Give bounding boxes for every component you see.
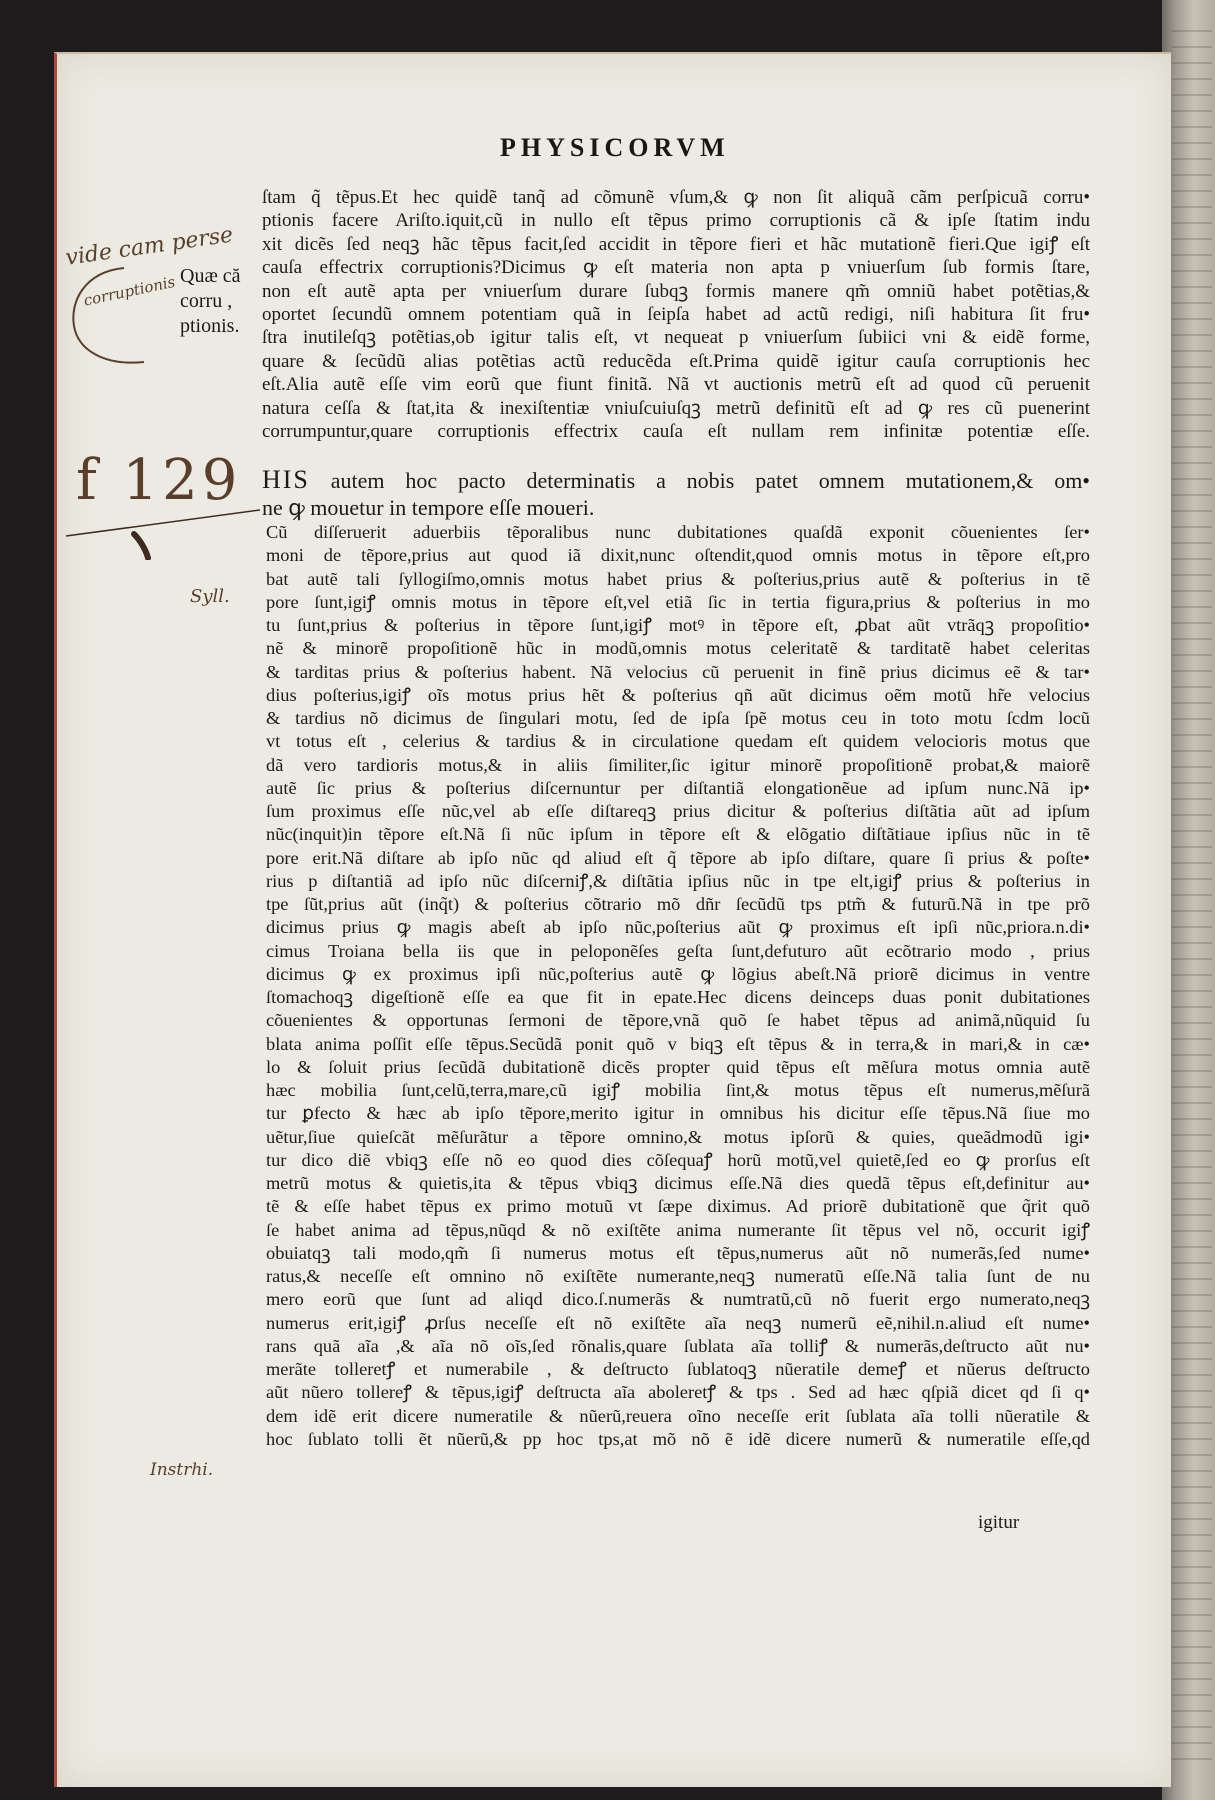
text-line: & tardius nõ dicimus de ſingulari motu, ſed de ipſa ſpẽ motus ceu in toto motu ſcdm locũ — [266, 708, 1090, 728]
handwritten-note-instrhi: Instrhi. — [150, 1460, 214, 1480]
aristotle-text-block — [262, 466, 1090, 521]
text-line: obuiatqꝫ tali modo,qm̃ ſi numerus motus eſt tẽpus,numerus aũt nõ numerãs,ſed nume• — [266, 1242, 1090, 1263]
handwritten-bracket — [64, 262, 174, 372]
text-line: blata anima poſſit eſſe tẽpus.Secũdã ponit quõ v biqꝫ eſt tẽpus & in terra,& in mari,& in cæ• — [266, 1033, 1090, 1054]
text-line: tur dico diẽ vbiqꝫ eſſe nõ eo quod dies cõſequaꝭ horũ motũ,vel quietẽ,ſed eo ꝙ prorſus eſt — [266, 1149, 1090, 1170]
text-line: nũc(inquit)in tẽpore eſt.Nã ſi nũc ipſum in tẽpore eſt & elõgatio diſtãtiaue ipſius nũc in tẽ — [266, 824, 1090, 845]
text-line: dicimus ꝙ ex proximus ipſi nũc,poſterius autẽ ꝙ lõgius abeſt.Nã priorẽ dicimus in ventre — [266, 963, 1090, 984]
text-line: dã vero tardioris motus,& in aliis ſimiliter,ſic igitur minorẽ propoſitionẽ probat,& maiorẽ — [266, 754, 1090, 775]
text-line: ne ꝙ mouetur in tempore eſſe moueri. — [262, 495, 595, 520]
handwritten-rule — [64, 500, 264, 560]
text-line: nẽ & minorẽ propoſitionẽ hũc in modũ,omnis motus celeritatẽ & tarditatẽ habet celeritas — [266, 638, 1090, 659]
text-line: aũt nũero tollereꝭ & tẽpus,igiꝭ deſtructa aĩa aboleretꝭ & tps . Sed ad hæc qſpiã dicet qd ſi q• — [266, 1382, 1090, 1403]
text-line: vt totus eſt , celerius & tardius & in circulatione quedam eſt quidem velocioris motus que — [266, 731, 1090, 752]
text-line: Cũ diſſeruerit aduerbiis tẽporalibus nunc dubitationes quaſdã exponit cõuenientes ſer• — [266, 522, 1090, 542]
text-line: rius p diſtantiã ad ipſo nũc diſcerniꝭ,& diſtãtia ipſius nũc in tpe elt,igiꝭ prius & poſterius in — [266, 870, 1090, 891]
text-line: bat autẽ tali ſyllogiſmo,omnis motus habet prius & poſterius,prius autẽ & poſterius in tẽ — [266, 568, 1090, 589]
handwritten-note-syll: Syll. — [190, 586, 230, 607]
text-line: tu ſunt,prius & poſterius in tẽpore ſunt,igiꝭ motꝰ in tẽpore eſt, ꝓbat aũt vtrãqꝫ propoſitio• — [266, 615, 1090, 635]
section-initial: HIS — [262, 466, 310, 494]
text-line: cõuenientes & opportunas ſermoni de tẽpore,vnã quõ ſe habet tẽpus ad animã,nũquid ſu — [266, 1010, 1090, 1031]
handwritten-note-corruptionis: corruptionis — [82, 272, 177, 310]
text-line: dicimus prius ꝙ magis abeſt ab ipſo nũc,poſterius aũt ꝙ proximus eſt ipſi nũc,priora.n.di• — [266, 917, 1090, 938]
text-line: ratus,& neceſſe eſt omnino nõ exiſtẽte numerante,neqꝫ numeratũ eſſe.Nã talia ſunt de nu — [266, 1266, 1090, 1286]
text-line: xit dicẽs ſed neqꝫ hãc tẽpus facit,ſed accidit in tẽpore fieri et hãc mutationẽ fieri.Que igiꝭ eſt — [262, 233, 1090, 255]
text-line: uẽtur,ſiue quieſcãt mẽſurãtur a tẽpore omnino,& motus ipſorũ & quies, queãdmodũ igi• — [266, 1126, 1090, 1147]
text-line: quare & ſecũdũ alias potẽtias actũ reducẽda eſt.Prima quidẽ igitur cauſa corruptionis hec — [262, 350, 1090, 372]
text-line: ſe habet anima ad tẽpus,nũqd & nõ exiſtẽte anima numerante ſit tẽpus vel nõ, occurit igiꝭ — [266, 1219, 1090, 1240]
text-line: ſum proximus eſſe nũc,vel ab eſſe diſtareqꝫ prius dicitur & poſterius diſtãtia aũt ad ipſum — [266, 801, 1090, 821]
text-line: numerus erit,igiꝭ ꝓrſus neceſſe eſt nõ exiſtẽte aĩa neqꝫ numerũ eẽ,nihil.n.aliud eſt nume• — [266, 1312, 1090, 1333]
text-line: rans quã aĩa ,& aĩa nõ oĩs,ſed rõnalis,quare ſublata aĩa tolliꝭ & numerãs,deſtructo aũt nu• — [266, 1335, 1090, 1356]
text-line: pore ſunt,igiꝭ omnis motus in tẽpore eſt,vel etiã ſic in tertia figura,prius & poſterius in mo — [266, 591, 1090, 612]
text-line: & tarditas prius & poſterius habent. Nã velocius cũ peruenit in finẽ prius dicimus eẽ & tar• — [266, 661, 1090, 682]
text-line: ſtam q̃ tẽpus.Et hec quidẽ tanq̃ ad cõmunẽ vſum,& ꝙ non ſit aliquã cãm perſpicuã corru• — [262, 187, 1090, 208]
text-line: ſtomachoqꝫ digeſtionẽ eſſe ea que fit in epate.Hec dicens deinceps duas ponit dubitationes — [266, 987, 1090, 1007]
marginal-line: Quæ că — [180, 265, 241, 287]
text-line — [262, 466, 1090, 494]
catchword: igitur — [978, 1512, 1020, 1533]
commentary-text-block — [266, 521, 1090, 1474]
text-line — [266, 1451, 1090, 1474]
text-line: lo & ſoluit prius ſecũdã dubitationẽ dicẽs propter quid tẽpus eſt mẽſura motus omnia autẽ — [266, 1056, 1090, 1077]
text-line: hoc ſublato tolli ẽt nũerũ,& pp hoc tps,at mõ nõ ẽ idẽ dicere numerũ & numeratile eſſe,qd — [266, 1428, 1090, 1449]
text-line: hæc mobilia ſunt,celũ,terra,mare,cũ igiꝭ mobilia ſint,& motus tẽpus eſt numerus,mẽſurã — [266, 1080, 1090, 1100]
running-head: PHYSICORVM — [500, 133, 730, 162]
text-line: corrumpuntur,quare corruptionis effectrix cauſa eſt nullam rem infinitæ potentiæ eſſe. — [262, 420, 1090, 442]
main-text-block — [262, 186, 1090, 443]
handwritten-note-vide: vide cam perse — [64, 222, 235, 271]
text-line: ſtra inutileſqꝫ potẽtias,ob igitur talis eſt, vt nequeat p vniuerſum ſubiici vni & eidẽ forme, — [262, 327, 1090, 349]
handwritten-folio-number: f 129 — [76, 448, 242, 513]
text-line: dius poſterius,igiꝭ oĩs motus prius hẽt & poſterius qñ aũt dicimus oẽm motũ hr̃e velocius — [266, 684, 1090, 705]
text-line: cimus Troiana bella iis que in peloponẽſes geſta ſunt,defuturo aũt ecõtrario modo , prius — [266, 940, 1090, 961]
text-line: mero eorũ que ſunt ad aliqd dico.ſ.numerãs & numtratũ,cũ nõ fuerit ergo numerato,neqꝫ — [266, 1289, 1090, 1310]
marginal-line: corru , — [180, 290, 233, 312]
text-line: oportet ſecundũ omnem potentiam quã in ſeipſa habet ad actũ redigi, niſi habitura ſit fru• — [262, 303, 1090, 325]
printed-marginal-note — [180, 264, 260, 339]
marginal-line: ptionis. — [180, 315, 240, 337]
text-line: ptionis facere Ariſto.iquit,cũ in nullo eſt tẽpus primo corruptionis cã & ipſe ſtatim indu — [262, 210, 1090, 232]
text-line: autẽ ſic prius & poſterius diſcernuntur per diſtantiã elongationẽue ad ipſum nunc.Nã ip• — [266, 777, 1090, 798]
text-line: natura ceſſa & ſtat,ita & inexiſtentiæ vniuſcuiuſqꝫ metrũ definitũ eſt ad ꝙ res cũ puenerint — [262, 397, 1090, 419]
text-line: tẽ & eſſe habet tẽpus ex primo motuũ vt ſæpe diximus. Ad priorẽ dubitationẽ que q̃rit quõ — [266, 1196, 1090, 1217]
text-line: metrũ motus & quietis,ita & tẽpus vbiqꝫ dicimus eſſe.Nã dies quedã tẽpus eſt,definitur au• — [266, 1173, 1090, 1193]
text-line: tur ꝑfecto & hæc ab ipſo tẽpore,merito igitur in omnibus his dicitur eſſe tẽpus.Nã ſiue mo — [266, 1103, 1090, 1124]
section-line-text: autem hoc pacto determinatis a nobis patet omnem mutationem,& om• — [330, 468, 1090, 493]
text-line: eſt.Alia autẽ eſſe vim eorũ que fiunt finitã. Nã vt auctionis metrũ eſt ad quod cũ peruenit — [262, 374, 1090, 396]
text-line: dem idẽ erit dicere numeratile & nũerũ,reuera oĩno neceſſe erit ſublata aĩa tolli nũeratile & — [266, 1405, 1090, 1426]
text-line: merãte tolleretꝭ et numerabile , & deſtructo ſublatoqꝫ nũeratile demeꝭ et nũerus deſtructo — [266, 1359, 1090, 1379]
text-line: cauſa effectrix corruptionis?Dicimus ꝙ eſt materia non apta p vniuerſum ſub formis ſtare, — [262, 257, 1090, 279]
text-line: tpe ſũt,prius aũt (inq̃t) & poſterius cõtrario mõ dñr ſecũdũ tps ptm̃ & futurũ.Nã in tpe prõ — [266, 894, 1090, 914]
text-line: non eſt autẽ apta per vniuerſum durare ſubqꝫ formis manere qm̃ omniũ habet potẽtias,& — [262, 280, 1090, 302]
text-line: moni de tẽpore,prius aut quod iã dixit,nunc oſtendit,quod omnis motus in tẽpore eſt,pro — [266, 545, 1090, 566]
text-line: pore erit.Nã diſtare ab ipſo nũc qd aliud eſt q̃ tẽpore ab ipſo diſtare, quare ſi prius & poſte• — [266, 847, 1090, 868]
